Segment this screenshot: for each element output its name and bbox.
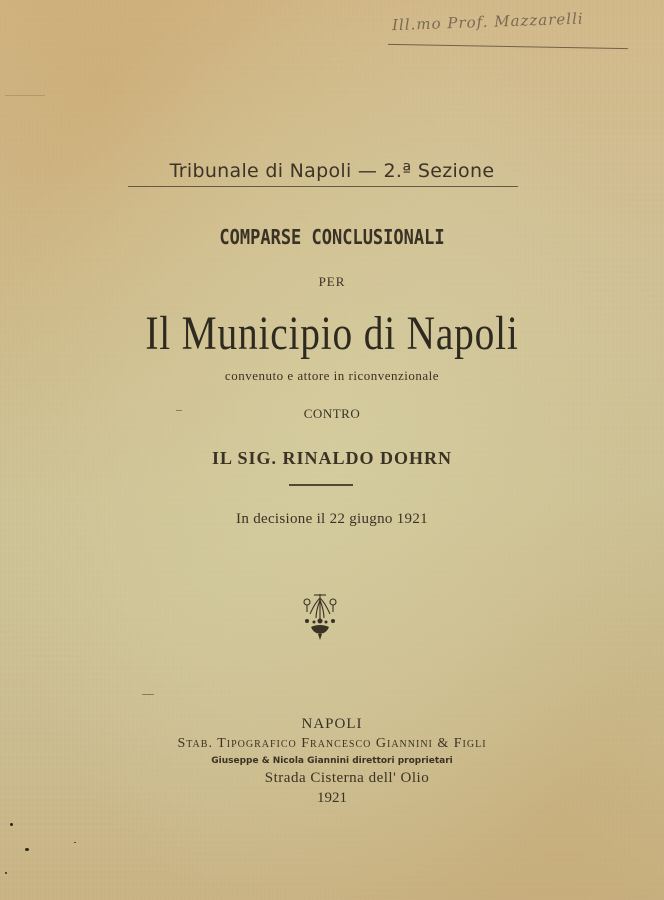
paper-speck (25, 848, 29, 851)
versus-label: CONTRO (303, 406, 361, 421)
preposition-per: PER (318, 274, 346, 289)
paper-speck (74, 842, 76, 843)
party-one-name: Il Municipio di Napoli (145, 307, 519, 360)
imprint-address: Strada Cisterna dell' Olio (264, 770, 430, 786)
section-divider (289, 484, 353, 486)
imprint-city: NAPOLI (301, 716, 363, 732)
imprint-directors: Giuseppe & Nicola Giannini direttori proprietari (211, 756, 453, 766)
handwritten-underline (388, 44, 628, 49)
document-type-title: COMPARSE CONCLUSIONALI (219, 226, 445, 250)
decision-date: In decisione il 22 giugno 1921 (236, 511, 428, 527)
court-heading: Tribunale di Napoli — 2.ª Sezione (169, 160, 495, 182)
fleuron-ornament-icon (300, 590, 340, 642)
paper-mark (176, 410, 182, 411)
imprint-year: 1921 (317, 790, 347, 806)
paper-mark (5, 95, 45, 96)
imprint-printer: Stab. Tipografico Francesco Giannini & Figli (177, 736, 487, 751)
paper-speck (5, 872, 7, 874)
party-one-role: convenuto e attore in riconvenzionale (224, 368, 440, 383)
paper-mark (142, 694, 154, 695)
court-divider (128, 186, 518, 187)
handwritten-inscription: Ill.mo Prof. Mazzarelli (391, 9, 584, 35)
party-two-name: IL SIG. RINALDO DOHRN (211, 448, 453, 468)
paper-speck (10, 823, 13, 826)
